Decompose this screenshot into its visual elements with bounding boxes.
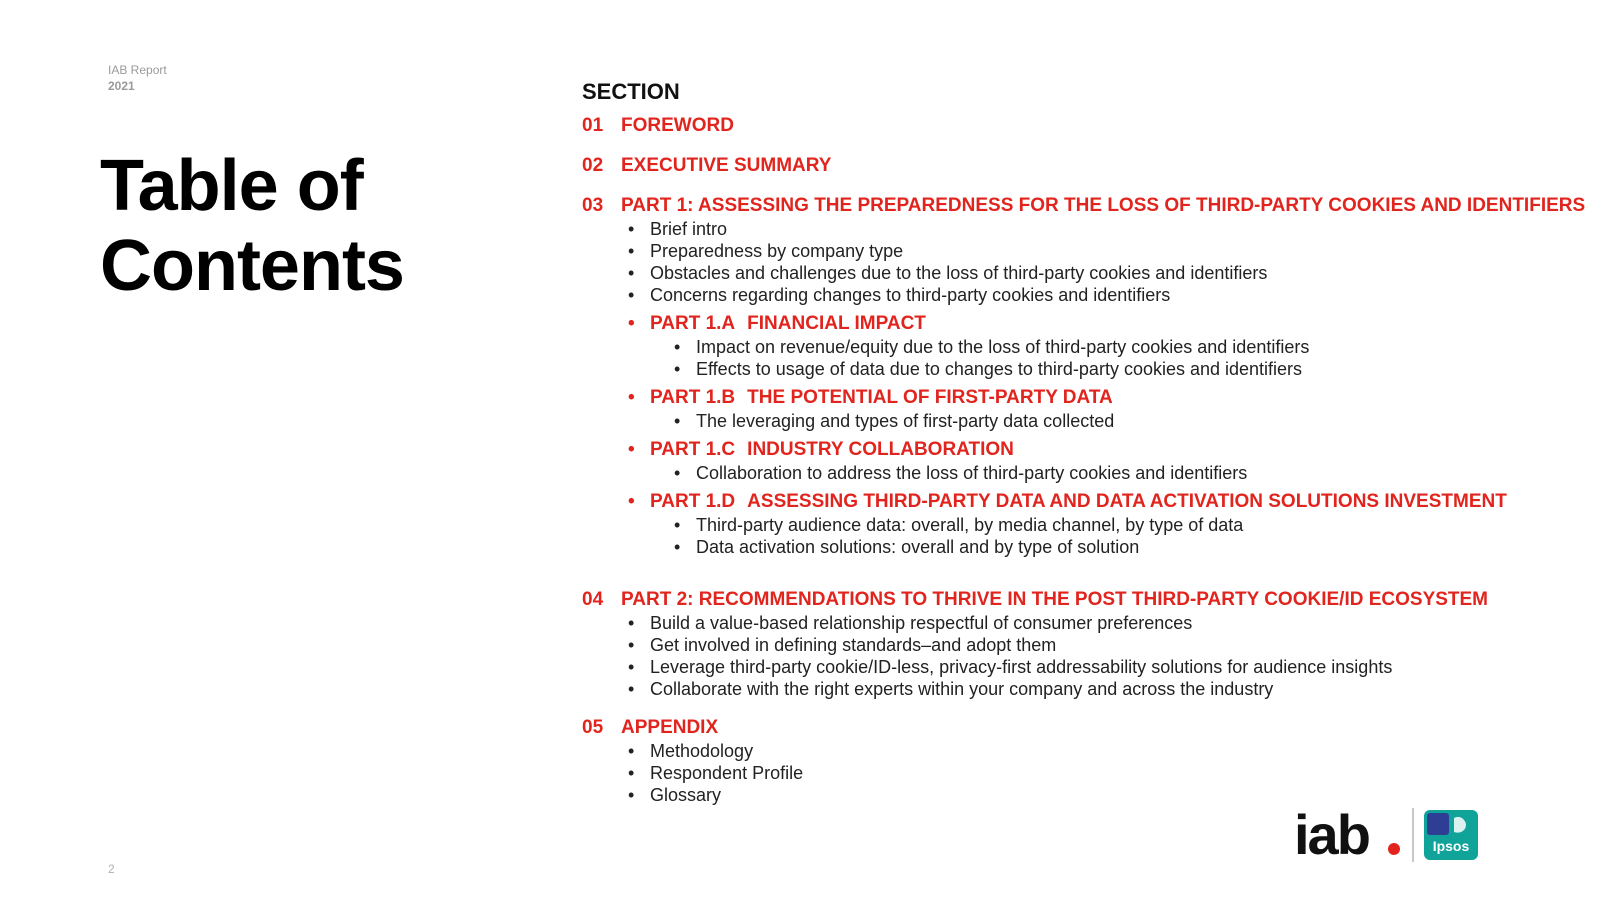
list-item: • Collaboration to address the loss of third-party cookies and identifiers [696,462,1592,484]
part-code: PART 1.B [650,387,736,408]
list-item: • Obstacles and challenges due to the loss of third-party cookies and identifiers [650,262,1592,284]
toc-entry-03[interactable] [582,194,1592,218]
section-number: 02 [582,155,604,176]
ipsos-logo [1424,810,1478,860]
list-item: • Get involved in defining standards–and adopt them [650,634,1592,656]
section-number: 05 [582,717,604,738]
part-items [650,514,1592,558]
section-04-bullets [582,612,1592,700]
part-heading[interactable] [650,438,1592,462]
list-item: • Brief intro [650,218,1592,240]
page-title-line2: Contents [100,226,404,306]
toc-entry-05[interactable] [582,716,1592,740]
toc-entry-02[interactable] [582,154,1592,178]
list-item: • Leverage third-party cookie/ID-less, privacy-first addressability solutions for audience insights [650,656,1592,678]
section-number: 04 [582,589,604,610]
report-year: 2021 [108,79,135,93]
part-title: THE POTENTIAL OF FIRST-PARTY DATA [747,387,1113,408]
list-item: • Preparedness by company type [650,240,1592,262]
part-1b [650,386,1592,432]
section-number: 03 [582,195,604,216]
table-of-contents [582,78,1592,806]
partner-logos [1294,806,1484,866]
page-title [100,146,500,306]
part-title: ASSESSING THIRD-PARTY DATA AND DATA ACTIVATION SOLUTIONS INVESTMENT [747,491,1507,512]
section-title: EXECUTIVE SUMMARY [621,155,832,176]
section-title: PART 1: ASSESSING THE PREPAREDNESS FOR THE LOSS OF THIRD-PARTY COOKIES AND IDENTIFIERS [621,195,1586,216]
list-item: • Third-party audience data: overall, by media channel, by type of data [696,514,1592,536]
section-03-bullets [582,218,1592,306]
toc-entry-04[interactable] [582,588,1592,612]
list-item: • Build a value-based relationship respectful of consumer preferences [650,612,1592,634]
part-1c [650,438,1592,484]
part-title: INDUSTRY COLLABORATION [747,439,1014,460]
part-1d [650,490,1592,558]
part-1a [650,312,1592,380]
list-item: • Impact on revenue/equity due to the loss of third-party cookies and identifiers [696,336,1592,358]
section-title: APPENDIX [621,717,719,738]
toc-entry-01[interactable] [582,114,1592,138]
part-heading[interactable] [650,386,1592,410]
part-heading[interactable] [650,490,1592,514]
list-item: • Glossary [650,784,1592,806]
svg-text:iab: iab [1294,806,1369,864]
section-03-parts [582,312,1592,558]
section-title: PART 2: RECOMMENDATIONS TO THRIVE IN THE POST THIRD-PARTY COOKIE/ID ECOSYSTEM [621,589,1489,610]
list-item: • Effects to usage of data due to changes to third-party cookies and identifiers [696,358,1592,380]
list-item: • Methodology [650,740,1592,762]
svg-text:Ipsos: Ipsos [1432,838,1470,854]
part-title: FINANCIAL IMPACT [747,313,926,334]
section-title: FOREWORD [621,115,734,136]
part-items [650,462,1592,484]
list-item: • Respondent Profile [650,762,1592,784]
list-item: • Concerns regarding changes to third-party cookies and identifiers [650,284,1592,306]
report-label [108,62,167,94]
list-item: • Collaborate with the right experts within your company and across the industry [650,678,1592,700]
report-name: IAB Report [108,63,167,77]
list-item: • Data activation solutions: overall and by type of solution [696,536,1592,558]
section-number: 01 [582,115,604,136]
part-code: PART 1.A [650,313,736,334]
part-items [650,336,1592,380]
part-code: PART 1.C [650,439,736,460]
part-items [650,410,1592,432]
section-header: SECTION [582,79,680,104]
section-05-bullets [582,740,1592,806]
page-number: 2 [108,862,115,876]
list-item: • The leveraging and types of first-party data collected [696,410,1592,432]
iab-logo [1294,806,1404,864]
part-code: PART 1.D [650,491,736,512]
page-title-line1: Table of [100,146,363,226]
logo-divider [1412,808,1414,862]
part-heading[interactable] [650,312,1592,336]
